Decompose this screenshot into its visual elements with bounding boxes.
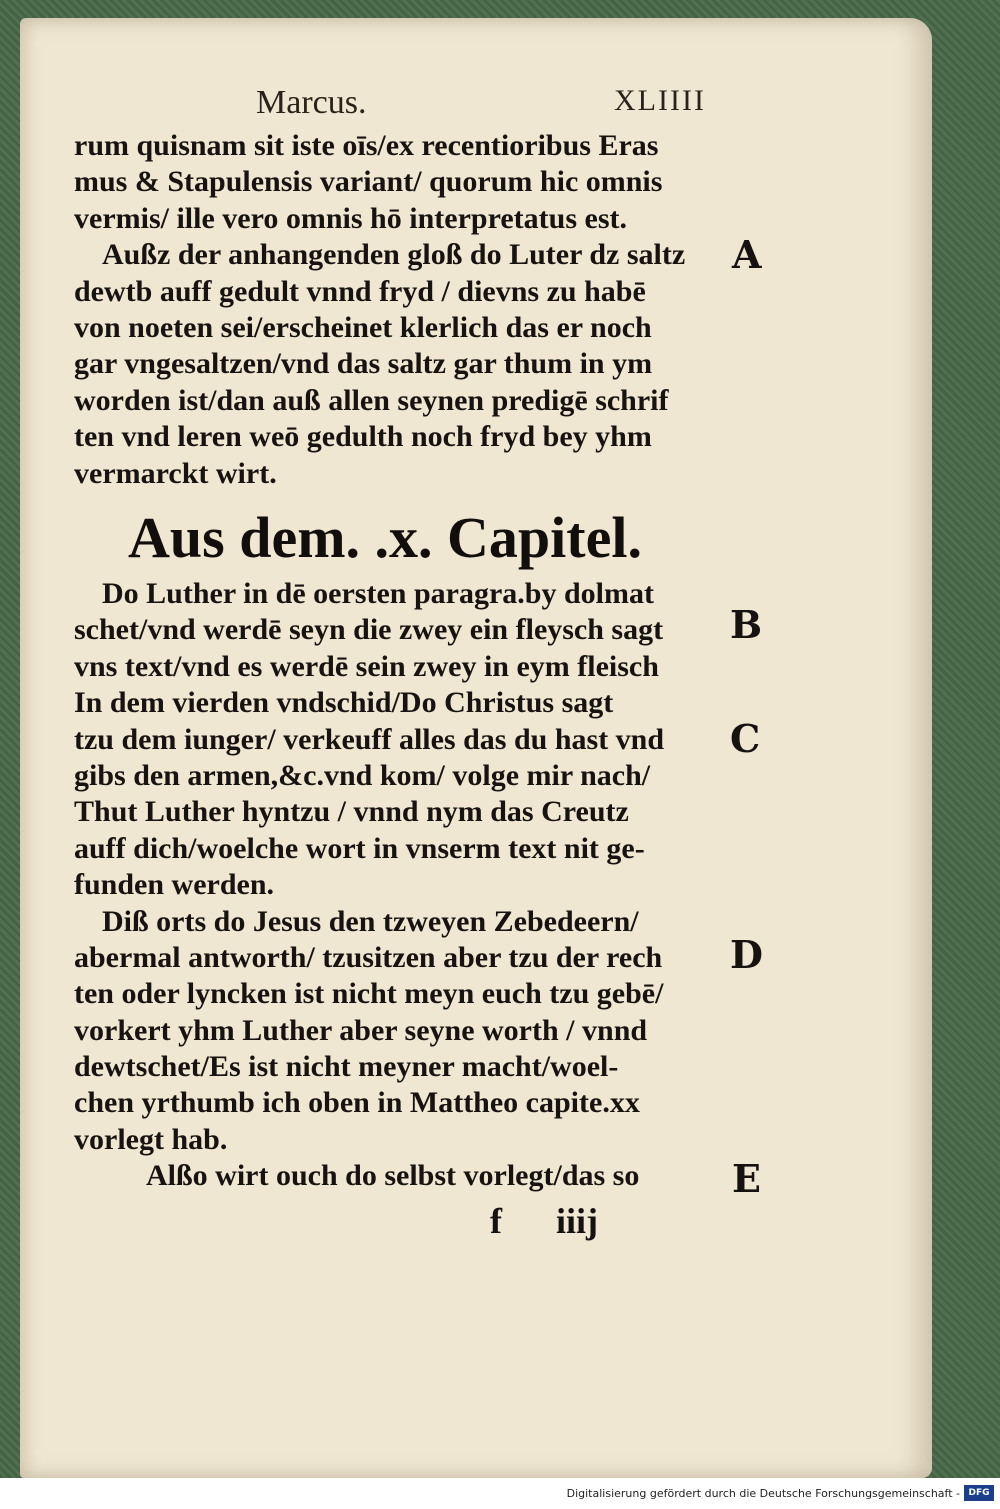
funding-credit: Digitalisierung gefördert durch die Deutsche Forschungsgemeinschaft - — [566, 1487, 960, 1500]
text-line: Alßo wirt ouch do selbst vorlegt/das so — [146, 1159, 640, 1193]
text-line: mus & Stapulensis variant/ quorum hic omnis — [74, 165, 663, 199]
text-line: rum quisnam sit iste oīs/ex recentioribus Eras — [74, 129, 659, 162]
text-line: auff dich/woelche wort in vnserm text nit ge- — [74, 831, 645, 865]
text-line: gar vngesaltzen/vnd das saltz gar thum in ym — [74, 347, 653, 381]
text-line: dewtschet/Es ist nicht meyner macht/woel- — [74, 1050, 619, 1084]
text-line: worden ist/dan auß allen seynen predigē schrif — [74, 383, 669, 417]
text-line: abermal antworth/ tzusitzen aber tzu der rech — [74, 940, 663, 974]
margin-letter-a: A — [732, 232, 762, 277]
text-line: Thut Luther hyntzu / vnnd nym das Creutz — [74, 795, 629, 829]
text-line: ten oder lyncken ist nicht meyn euch tzu gebē/ — [74, 977, 664, 1011]
text-line: vermarckt wirt. — [74, 456, 277, 490]
margin-letter-e: E — [732, 1156, 761, 1201]
text-line: vns text/vnd es werdē sein zwey in eym fleisch — [74, 649, 659, 683]
text-line: von noeten sei/erscheinet klerlich das er noch — [74, 310, 652, 344]
signature-folio: iiij — [556, 1201, 598, 1241]
signature-mark: f — [490, 1201, 502, 1241]
text-line: Diß orts do Jesus den tzweyen Zebedeern/ — [102, 904, 639, 938]
text-block-1 — [74, 128, 724, 492]
text-block-2 — [74, 576, 724, 1195]
text-line: Außz der anhangenden gloß do Luter dz saltz — [102, 238, 686, 272]
running-header-left: Marcus. — [256, 84, 367, 121]
text-line: gibs den armen,&c.vnd kom/ volge mir nach/ — [74, 758, 651, 792]
text-line: vermis/ ille vero omnis hō interpretatus est. — [74, 201, 627, 235]
folio-number: XLIIII — [614, 84, 706, 117]
text-line: ten vnd leren weō gedulth noch fryd bey yhm — [74, 420, 652, 454]
margin-letter-c: C — [730, 716, 761, 761]
text-line: vorkert yhm Luther aber seyne worth / vnnd — [74, 1013, 648, 1047]
text-line: vorlegt hab. — [74, 1122, 228, 1156]
text-line: dewtb auff gedult vnnd fryd / dievns zu habē — [74, 274, 646, 308]
text-line: funden werden. — [74, 868, 275, 902]
margin-letter-b: B — [730, 602, 763, 647]
text-line: chen yrthumb ich oben in Mattheo capite.xx — [74, 1086, 640, 1120]
text-line: schet/vnd werdē seyn die zwey ein fleysch sagt — [74, 613, 664, 647]
text-line: Do Luther in dē oersten paragra.by dolmat — [102, 577, 654, 610]
text-line: In dem vierden vndschid/Do Christus sagt — [74, 686, 614, 720]
text-line: tzu dem iunger/ verkeuff alles das du hast vnd — [74, 722, 665, 756]
margin-letter-d: D — [730, 932, 763, 977]
dfg-logo: DFG — [964, 1485, 994, 1501]
footer-bar — [0, 1478, 1000, 1509]
chapter-heading: Aus dem. .x. Capitel. — [128, 505, 642, 570]
